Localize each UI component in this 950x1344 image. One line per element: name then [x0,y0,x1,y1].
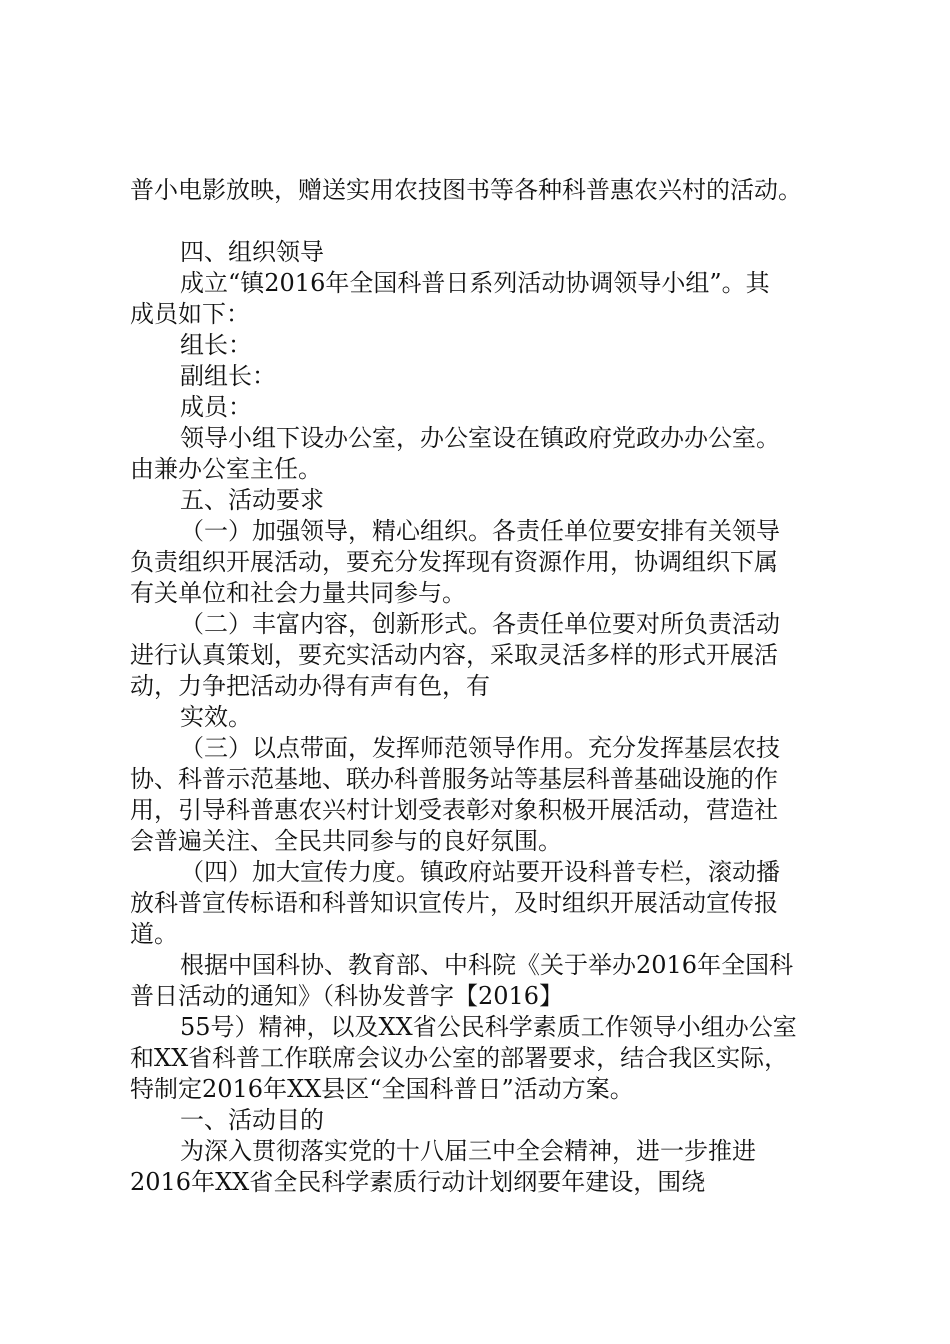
paragraph-line: 2016年XX省全民科学素质行动计划纲要年建设，围绕 [130,1168,706,1196]
paragraph-line: 为深入贯彻落实党的十八届三中全会精神，进一步推进 [180,1137,756,1165]
paragraph-line: 成立“镇2016年全国科普日系列活动协调领导小组”。其 [180,269,770,297]
paragraph-line: 实效。 [180,703,252,731]
section-heading-1: 一、活动目的 [180,1106,324,1134]
paragraph-line: 领导小组下设办公室，办公室设在镇政府党政办办公室。 [180,424,780,452]
paragraph-line: 用，引导科普惠农兴村计划受表彰对象积极开展活动，营造社 [130,796,778,824]
member-members: 成员： [180,393,252,421]
paragraph-line: 协、科普示范基地、联办科普服务站等基层科普基础设施的作 [130,765,778,793]
paragraph-line: 根据中国科协、教育部、中科院《关于举办2016年全国科 [180,951,794,979]
paragraph-line: 负责组织开展活动，要充分发挥现有资源作用，协调组织下属 [130,548,778,576]
section-heading-4: 四、组织领导 [180,238,324,266]
blank-line [130,206,835,237]
section-heading-5: 五、活动要求 [180,486,324,514]
paragraph-line: 和XX省科普工作联席会议办公室的部署要求，结合我区实际， [130,1044,789,1072]
paragraph-line: 进行认真策划，要充实活动内容，采取灵活多样的形式开展活 [130,641,778,669]
paragraph-line: 55号）精神，以及XX省公民科学素质工作领导小组办公室 [180,1013,797,1041]
paragraph-line: 成员如下： [130,300,250,328]
member-leader: 组长： [180,331,252,359]
paragraph-line: 由兼办公室主任。 [130,455,322,483]
paragraph-line: 动，力争把活动办得有声有色，有 [130,672,490,700]
paragraph-line: 有关单位和社会力量共同参与。 [130,579,466,607]
paragraph-line: 道。 [130,920,178,948]
document-body [130,175,835,1198]
paragraph-line: 会普遍关注、全民共同参与的良好氛围。 [130,827,562,855]
paragraph-line: 普日活动的通知》（科协发普字【2016】 [130,982,564,1010]
paragraph-line: （一）加强领导，精心组织。各责任单位要安排有关领导 [180,517,780,545]
paragraph-line: （三）以点带面，发挥师范领导作用。充分发挥基层农技 [180,734,780,762]
paragraph-line: 放科普宣传标语和科普知识宣传片，及时组织开展活动宣传报 [130,889,778,917]
paragraph-line: 特制定2016年XX县区“全国科普日”活动方案。 [130,1075,634,1103]
member-deputy-leader: 副组长： [180,362,276,390]
paragraph-line: 普小电影放映，赠送实用农技图书等各种科普惠农兴村的活动。 [130,176,802,204]
paragraph-line: （四）加大宣传力度。镇政府站要开设科普专栏，滚动播 [180,858,780,886]
paragraph-line: （二）丰富内容，创新形式。各责任单位要对所负责活动 [180,610,780,638]
